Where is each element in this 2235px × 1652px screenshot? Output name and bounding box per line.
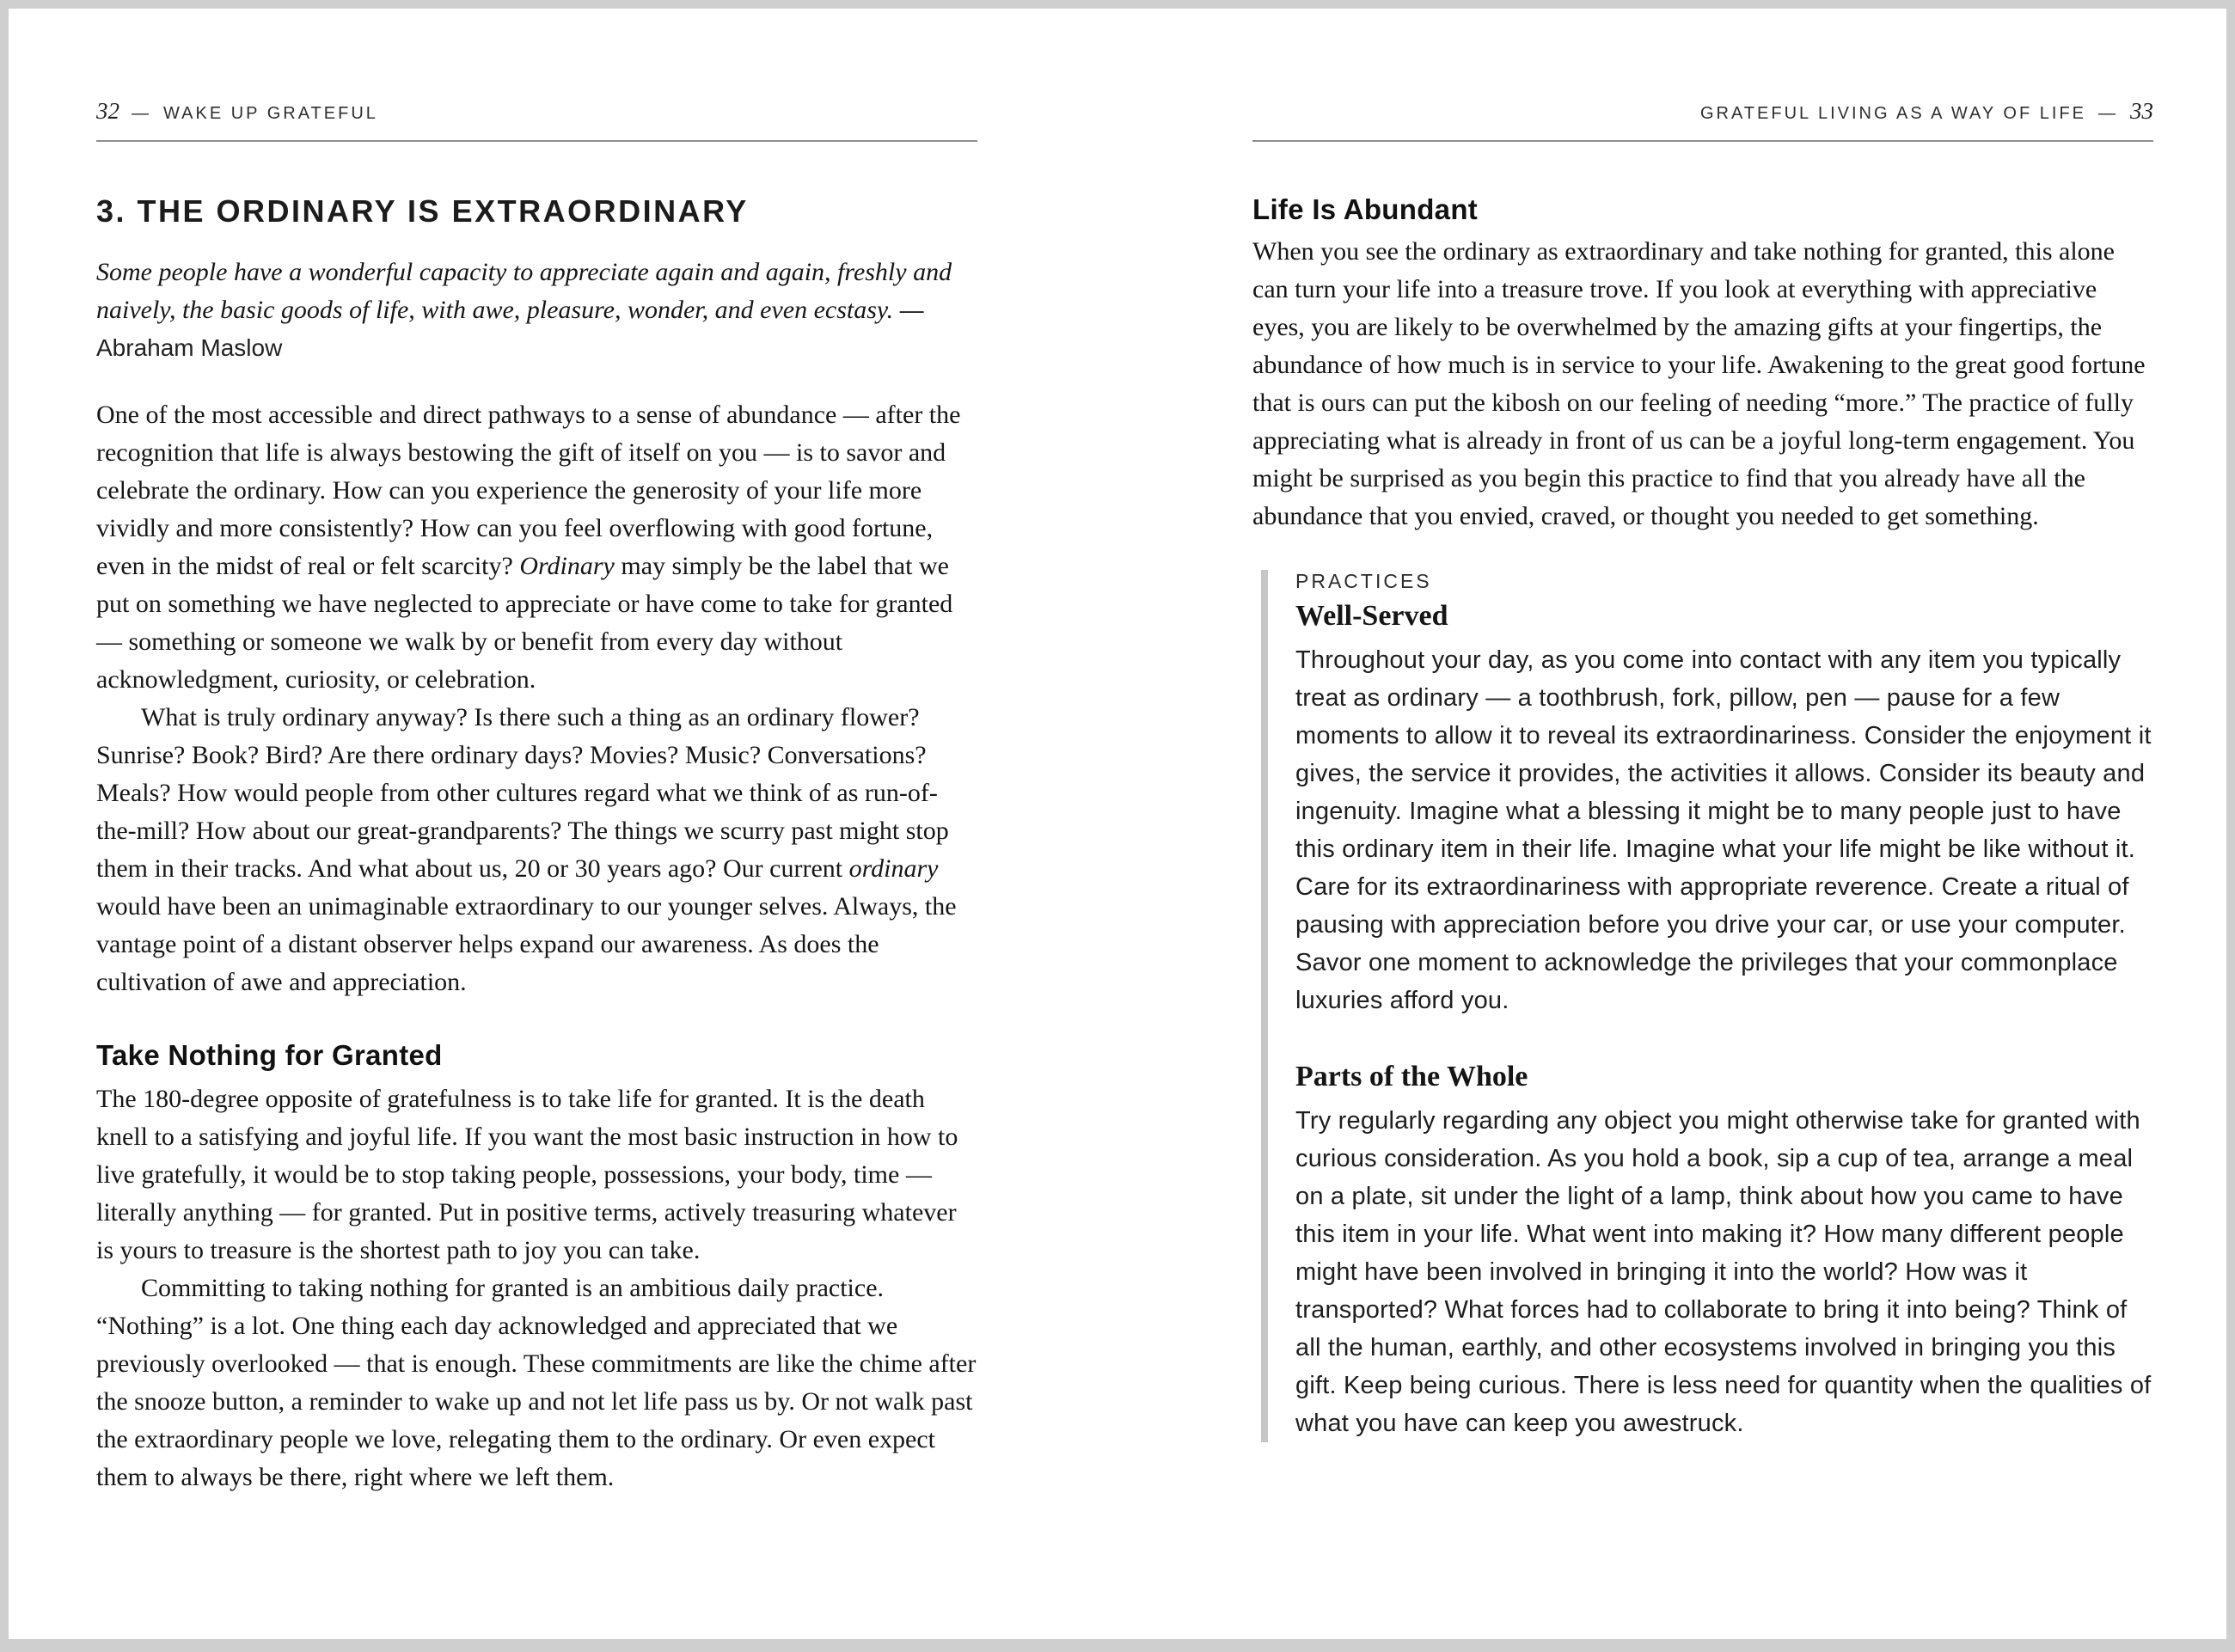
left-folio: 32 bbox=[96, 98, 119, 124]
practice-title: Parts of the Whole bbox=[1295, 1061, 1528, 1092]
practice-parts-of-the-whole bbox=[1295, 1061, 2153, 1442]
paragraph: When you see the ordinary as extraordinary and take nothing for granted, this alone can turn your life into a treasure trove. If you look at everything with appreciative eyes, you are likely to be overwhelmed by the amazing gifts at your fingertips, the abundance of how much is in service to your life. Awakening to the great good fortune that is ours can put the kibosh on our feeling of needing “more.” The practice of fully appreciating what is already in front of us can be a joyful long-term engagement. You might be surprised as you begin this practice to find that you already have all the abundance that you envied, craved, or thought you needed to get something. bbox=[1252, 237, 2146, 530]
left-header-rule bbox=[96, 140, 977, 142]
right-folio: 33 bbox=[2130, 98, 2153, 124]
left-page-content bbox=[96, 98, 977, 1496]
section-heading-life-is-abundant: Life Is Abundant bbox=[1252, 193, 1479, 225]
section-heading-take-nothing-for-granted: Take Nothing for Granted bbox=[96, 1039, 443, 1071]
chapter-heading: 3. THE ORDINARY IS EXTRAORDINARY bbox=[96, 193, 749, 229]
practice-well-served bbox=[1295, 600, 2153, 1019]
paragraph: Committing to taking nothing for granted is an ambitious daily practice. “Nothing” is a lot. One thing each day acknowledged and appreciated that we previously overlooked — that is enough. These commitments are like the chime after the snooze button, a reminder to wake up and not let life pass us by. Or not walk past the extraordinary people we love, relegating them to the ordinary. Or even expect them to always be there, right where we left them. bbox=[96, 1274, 977, 1491]
book-spread bbox=[9, 9, 2226, 1639]
epigraph bbox=[96, 254, 977, 367]
left-header-separator: — bbox=[132, 104, 151, 123]
right-header-separator: — bbox=[2098, 104, 2118, 123]
left-page bbox=[9, 9, 1118, 1639]
practices-block bbox=[1261, 570, 2153, 1442]
left-running-head: WAKE UP GRATEFUL bbox=[163, 104, 378, 123]
practices-label: PRACTICES bbox=[1295, 570, 1432, 592]
paragraph: One of the most accessible and direct pathways to a sense of abundance — after the recognition that life is always bestowing the gift of itself on you — is to savor and celebrate the ordinary. How can you experience the generosity of your life more vividly and more consistently? How can you feel overflowing with good fortune, even in the midst of real or felt scarcity? Ordinary may simply be the label that we put on something we have neglected to appreciate or have come to take for granted — something or someone we walk by or benefit from every day without acknowledgment, curiosity, or celebration. bbox=[96, 401, 961, 694]
right-running-head: GRATEFUL LIVING AS A WAY OF LIFE bbox=[1699, 104, 2086, 123]
left-running-header bbox=[96, 98, 977, 125]
paragraph: What is truly ordinary anyway? Is there such a thing as an ordinary flower? Sunrise? Book? Bird? Are there ordinary days? Movies? Music? Conversations? Meals? How would people from other cultures regard what we think of as run-of-the-mill? How about our great-grandparents? The things we scurry past might stop them in their tracks. And what about us, 20 or 30 years ago? Our current ordinary would have been an unimaginable extraordinary to our younger selves. Always, the vantage point of a distant observer helps expand our awareness. As does the cultivation of awe and appreciation. bbox=[96, 703, 957, 996]
epigraph-attribution: — Abraham Maslow bbox=[96, 297, 924, 361]
paragraph: The 180-degree opposite of gratefulness is to take life for granted. It is the death knell to a satisfying and joyful life. If you want the most basic instruction in how to live gratefully, it would be to stop taking people, possessions, your body, time — literally anything — for granted. Put in positive terms, actively treasuring whatever is yours to treasure is the shortest path to joy you can take. bbox=[96, 1085, 958, 1264]
practice-title: Well-Served bbox=[1295, 600, 1448, 632]
epigraph-text: Some people have a wonderful capacity to appreciate again and again, freshly and naively, the basic goods of life, with awe, pleasure, wonder, and even ecstasy. bbox=[96, 258, 952, 324]
right-page bbox=[1118, 9, 2226, 1639]
right-header-rule bbox=[1252, 140, 2153, 142]
right-page-content bbox=[1252, 98, 2153, 1442]
practice-body: Try regularly regarding any object you might otherwise take for granted with curious consideration. As you hold a book, sip a cup of tea, arrange a meal on a plate, sit under the light of a lamp, think about how you came to have this item in your life. What went into making it? How many different people might have been involved in bringing it into the world? How was it transported? What forces had to collaborate to bring it into being? Think of all the human, earthly, and other ecosystems involved in bringing you this gift. Keep being curious. There is less need for quantity when the qualities of what you have can keep you awestruck. bbox=[1295, 1107, 2152, 1437]
practice-body: Throughout your day, as you come into contact with any item you typically treat as ordinary — a toothbrush, fork, pillow, pen — pause for a few moments to allow it to reveal its extraordinariness. Consider the enjoyment it gives, the service it provides, the activities it allows. Consider its beauty and ingenuity. Imagine what a blessing it might be to many people just to have this ordinary item in their life. Imagine what your life might be like without it. Care for its extraordinariness with appropriate reverence. Create a ritual of pausing with appreciation before you drive your car, or use your computer. Savor one moment to acknowledge the privileges that your commonplace luxuries afford you. bbox=[1295, 646, 2152, 1014]
right-running-header bbox=[1252, 98, 2153, 125]
